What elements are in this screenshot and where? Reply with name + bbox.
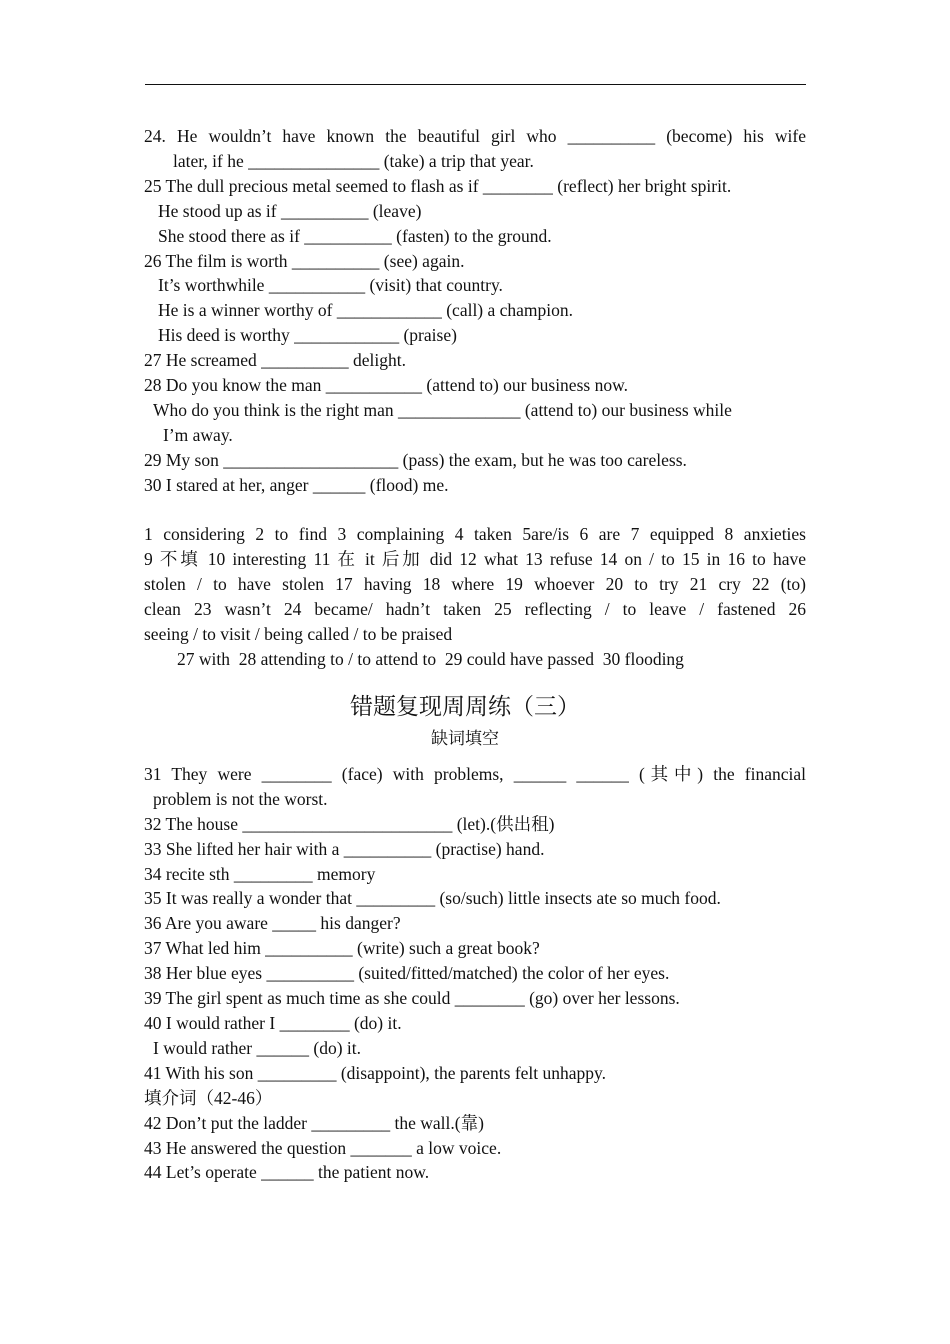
exercise-line: 39 The girl spent as much time as she could ________ (go) over her lessons. — [144, 988, 680, 1009]
exercise-line: His deed is worthy ____________ (praise) — [158, 325, 457, 346]
exercise-line: 30 I stared at her, anger ______ (flood) me. — [144, 474, 449, 495]
exercise-line: 36 Are you aware _____ his danger? — [144, 913, 401, 934]
blank-gap — [144, 498, 806, 523]
exercise-line: 填介词（42-46） — [144, 1087, 273, 1108]
exercise-line: 43 He answered the question _______ a low voice. — [144, 1137, 502, 1158]
exercise-line: 27 He screamed __________ delight. — [144, 350, 406, 371]
exercise-line: 29 My son ____________________ (pass) the exam, but he was too careless. — [144, 449, 687, 470]
exercise-block-31-44 — [144, 762, 806, 1185]
exercise-line: 32 The house ________________________ (let).(供出租) — [144, 813, 555, 834]
answer-line: stolen / to have stolen 17 having 18 where 19 whoever 20 to try 21 cry 22 (to) — [144, 574, 806, 595]
exercise-line: It’s worthwhile ___________ (visit) that country. — [158, 275, 503, 296]
exercise-line: 26 The film is worth __________ (see) again. — [144, 250, 465, 271]
exercise-line: I would rather ______ (do) it. — [153, 1037, 362, 1058]
exercise-line: 28 Do you know the man ___________ (attend to) our business now. — [144, 375, 628, 396]
exercise-line: He stood up as if __________ (leave) — [158, 200, 422, 221]
worksheet-content — [144, 124, 806, 1185]
section-subtitle: 缺词填空 — [431, 728, 499, 749]
exercise-line: 25 The dull precious metal seemed to flash as if ________ (reflect) her bright spirit. — [144, 175, 732, 196]
exercise-line: She stood there as if __________ (fasten) to the ground. — [158, 225, 552, 246]
header-rule — [145, 84, 806, 85]
exercise-line: 40 I would rather I ________ (do) it. — [144, 1012, 402, 1033]
answer-line: 27 with 28 attending to / to attend to 29 could have passed 30 flooding — [177, 649, 684, 670]
exercise-line: 42 Don’t put the ladder _________ the wall.(靠) — [144, 1112, 484, 1133]
section-title: 错题复现周周练（三） — [350, 693, 580, 720]
exercise-line: I’m away. — [163, 424, 233, 445]
exercise-line: Who do you think is the right man ______________ (attend to) our business while — [153, 399, 732, 420]
exercise-line: problem is not the worst. — [153, 788, 328, 809]
exercise-line: 37 What led him __________ (write) such a great book? — [144, 938, 540, 959]
answer-key — [144, 522, 806, 671]
exercise-line: 41 With his son _________ (disappoint), the parents felt unhappy. — [144, 1062, 607, 1083]
exercise-line: He is a winner worthy of ____________ (call) a champion. — [158, 300, 574, 321]
answer-line: seeing / to visit / being called / to be praised — [144, 624, 453, 645]
exercise-line: 24. He wouldn’t have known the beautiful girl who __________ (become) his wife — [144, 126, 806, 146]
exercise-line: 34 recite sth _________ memory — [144, 863, 376, 884]
exercise-line: later, if he _______________ (take) a trip that year. — [173, 150, 534, 171]
exercise-line: 44 Let’s operate ______ the patient now. — [144, 1162, 430, 1183]
exercise-line: 31 They were ________ (face) with problems, ______ ______ (其中) the financial — [144, 763, 806, 784]
answer-line: 9 不填 10 interesting 11 在 it 后加 did 12 what 13 refuse 14 on / to 15 in 16 to have — [144, 549, 806, 570]
exercise-line: 33 She lifted her hair with a __________ (practise) hand. — [144, 838, 545, 859]
answer-line: clean 23 wasn’t 24 became/ hadn’t taken 25 reflecting / to leave / fastened 26 — [144, 599, 806, 620]
exercise-block-24-30 — [144, 124, 806, 498]
exercise-line: 38 Her blue eyes __________ (suited/fitted/matched) the color of her eyes. — [144, 963, 670, 984]
exercise-line: 35 It was really a wonder that _________ (so/such) little insects ate so much food. — [144, 888, 721, 909]
answer-line: 1 considering 2 to find 3 complaining 4 taken 5are/is 6 are 7 equipped 8 anxieties — [144, 524, 806, 545]
